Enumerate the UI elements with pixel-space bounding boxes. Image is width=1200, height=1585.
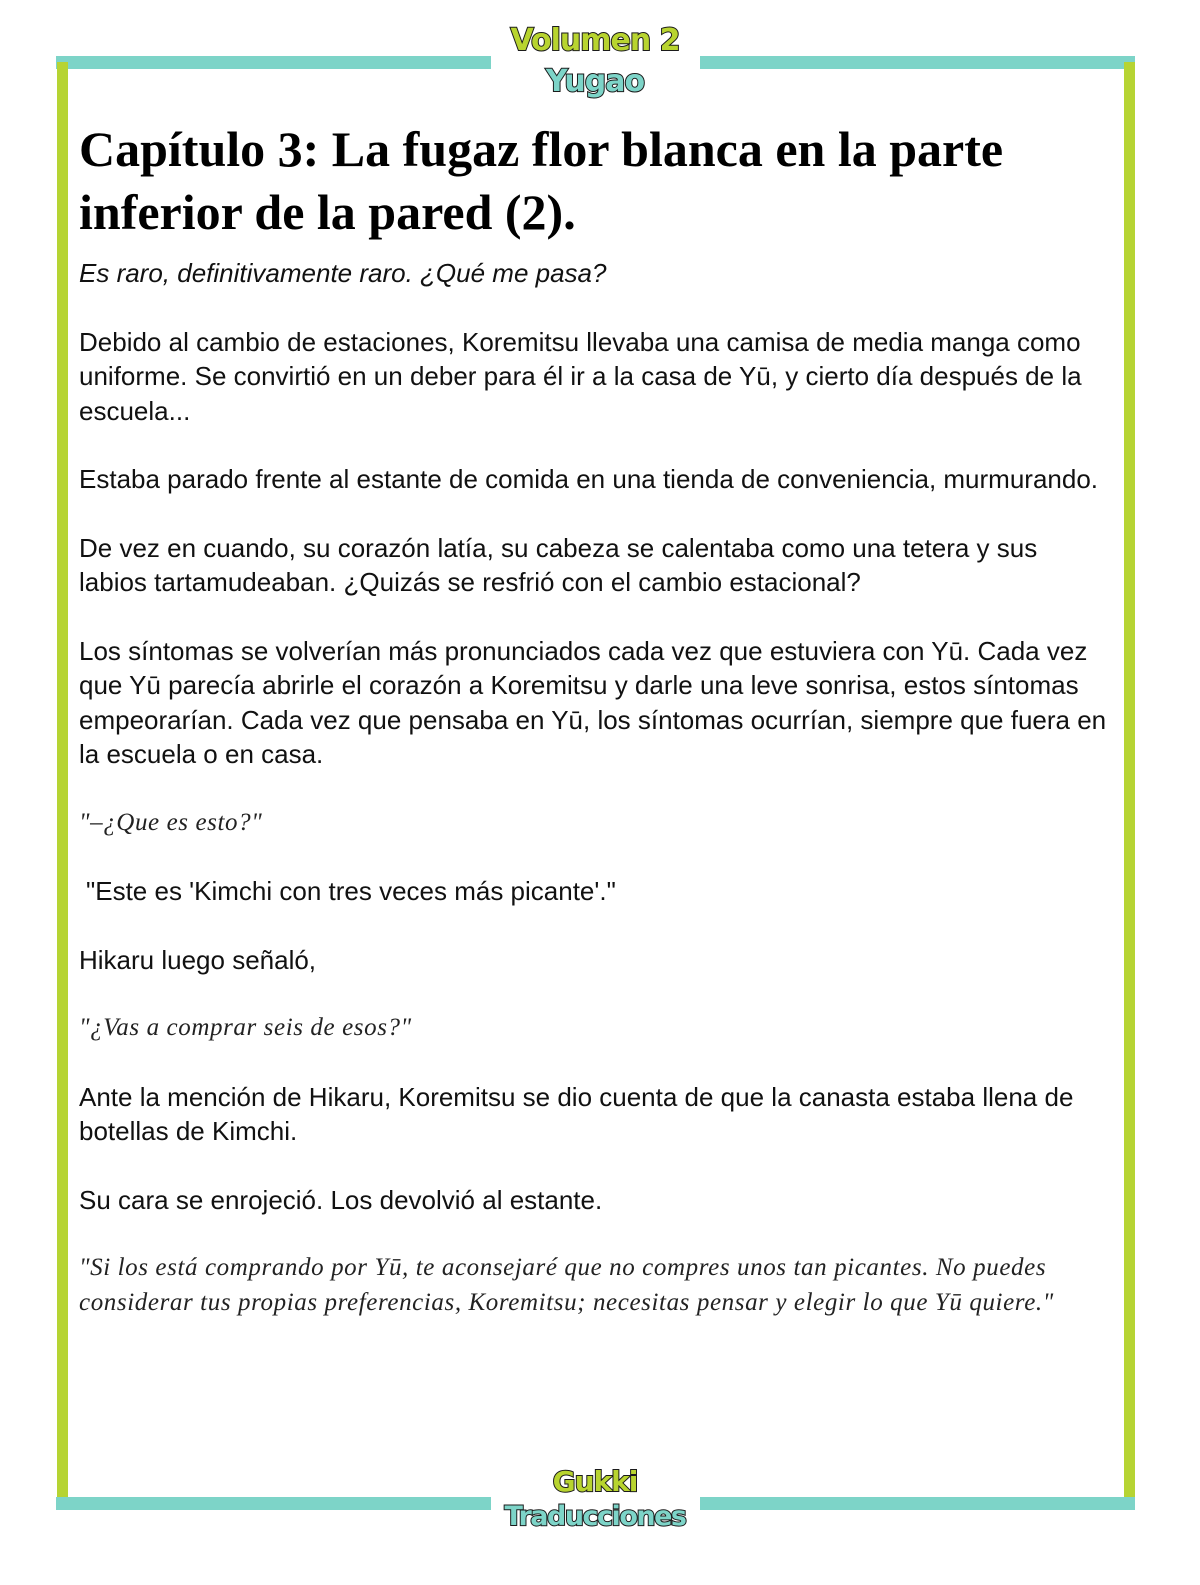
- paragraph: Debido al cambio de estaciones, Koremitsu llevaba una camisa de media manga como uniforme. Se convirtió en un deber para él ir a la casa de Yū, y cierto día después de la escuela...: [79, 326, 1082, 426]
- paragraph: Los síntomas se volverían más pronunciados cada vez que estuviera con Yū. Cada vez que Yū parecía abrirle el corazón a Koremitsu y darle una leve sonrisa, estos síntomas empeorarían. Cada vez que pensaba en Yū, los síntomas ocurrían, siempre que fuera en la escuela o en casa.: [79, 635, 1107, 769]
- paragraph-thought: Es raro, definitivamente raro. ¿Qué me pasa?: [79, 258, 607, 288]
- frame-bottom-left-bar: [56, 1497, 491, 1510]
- frame-top-left-bar: [56, 56, 491, 69]
- paragraph: "Este es 'Kimchi con tres veces más picante'.": [86, 876, 616, 906]
- frame-right-bar: [1124, 62, 1135, 1503]
- group-name-line1: Gukki: [552, 1465, 638, 1498]
- paragraph: Estaba parado frente al estante de comida en una tienda de conveniencia, murmurando.: [79, 464, 1099, 494]
- arc-label: Yugao: [545, 64, 645, 99]
- chapter-title: Capítulo 3: La fugaz flor blanca en la parte inferior de la pared (2).: [79, 121, 1004, 240]
- paragraph: Hikaru luego señaló,: [79, 944, 317, 975]
- frame-bottom-right-bar: [700, 1497, 1135, 1510]
- group-name-line2: Traducciones: [504, 1501, 686, 1532]
- dialog-line: "–¿Que es esto?": [79, 808, 263, 836]
- frame-left-bar: [57, 62, 68, 1503]
- document-body: [79, 118, 1109, 1354]
- paragraph: Su cara se enrojeció. Los devolvió al estante.: [79, 1184, 603, 1215]
- volume-label: Volumen 2: [510, 23, 680, 58]
- frame-top-right-bar: [700, 56, 1135, 69]
- paragraph: De vez en cuando, su corazón latía, su cabeza se calentaba como una tetera y sus labios tartamudeaban. ¿Quizás se resfrió con el cambio estacional?: [79, 532, 1038, 597]
- dialog-line: "Si los está comprando por Yū, te aconsejaré que no compres unos tan picantes. No puedes considerar tus propias preferencias, Koremitsu; necesitas pensar y elegir lo que Yū quiere.": [79, 1254, 1054, 1316]
- paragraph: Ante la mención de Hikaru, Koremitsu se dio cuenta de que la canasta estaba llena de botellas de Kimchi.: [79, 1081, 1074, 1146]
- dialog-line: "¿Vas a comprar seis de esos?": [79, 1014, 412, 1041]
